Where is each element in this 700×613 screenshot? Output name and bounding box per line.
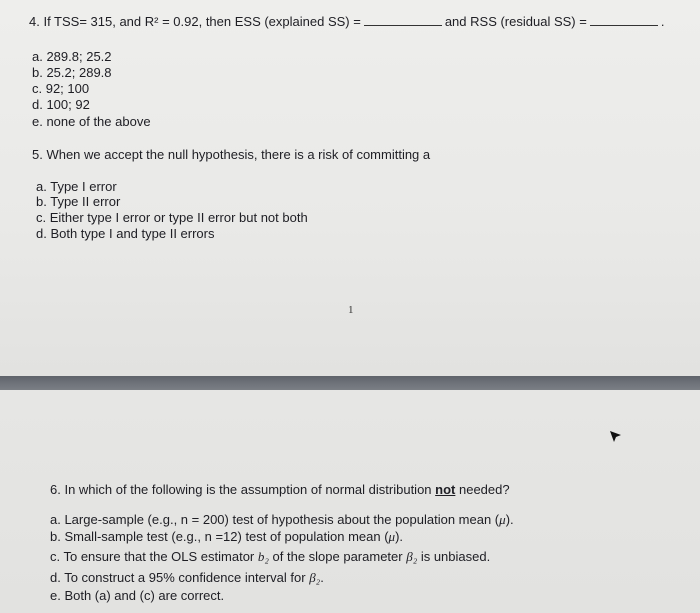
q4-option-d: d. 100; 92 xyxy=(32,97,90,112)
q6-option-c-b2: b₂ xyxy=(257,549,269,564)
q6-option-c-beta2: β₂ xyxy=(406,549,418,564)
q4-option-b: b. 25.2; 289.8 xyxy=(32,65,112,80)
q6-option-a-mu: μ xyxy=(499,512,506,527)
q6-option-c-mid: of the slope parameter xyxy=(268,549,407,564)
q6-option-d-end: . xyxy=(320,570,324,585)
q6-option-b xyxy=(50,529,403,545)
q5-option-c: c. Either type I error or type II error but not both xyxy=(36,210,308,225)
q6-option-c-text: c. To ensure that the OLS estimator xyxy=(50,549,258,564)
q4-stem-end: . xyxy=(660,14,665,29)
q6-stem-post: needed? xyxy=(455,482,510,497)
q5-option-d: d. Both type I and type II errors xyxy=(36,226,215,241)
q4-stem-b: and RSS (residual SS) = xyxy=(444,14,587,29)
q4-option-e: e. none of the above xyxy=(32,114,151,129)
q4-blank-rss xyxy=(590,13,658,26)
q6-option-a-text: a. Large-sample (e.g., n = 200) test of hypothesis about the population mean ( xyxy=(50,512,500,527)
q6-option-e: e. Both (a) and (c) are correct. xyxy=(50,588,225,603)
q6-option-a xyxy=(50,512,514,528)
page-divider xyxy=(0,376,700,390)
q4-option-a: a. 289.8; 25.2 xyxy=(32,49,112,64)
q5-option-b: b. Type II error xyxy=(36,194,121,209)
page-number: 1 xyxy=(348,304,354,316)
q6-stem-emphasis: not xyxy=(435,482,456,497)
q5-option-a: a. Type I error xyxy=(36,179,117,194)
q6-option-b-text: b. Small-sample test (e.g., n =12) test of population mean ( xyxy=(50,529,389,544)
q6-option-d xyxy=(50,570,324,586)
question-6-stem xyxy=(50,482,510,497)
q6-stem-pre: 6. In which of the following is the assumption of normal distribution xyxy=(50,482,436,497)
q4-option-c: c. 92; 100 xyxy=(32,81,90,96)
q6-option-c-end: is unbiased. xyxy=(417,549,491,564)
q6-option-c xyxy=(50,549,490,565)
q6-option-b-end: ). xyxy=(395,529,404,544)
q6-option-d-beta2: β₂ xyxy=(309,570,321,585)
q6-option-b-mu: μ xyxy=(388,529,396,544)
q4-stem-a: 4. If TSS= 315, and R² = 0.92, then ESS (explained SS) = xyxy=(29,14,361,29)
q4-blank-ess xyxy=(364,13,442,26)
q6-option-d-text: d. To construct a 95% confidence interval for xyxy=(50,570,310,585)
mouse-cursor-icon xyxy=(608,429,624,445)
question-4-stem xyxy=(29,13,664,29)
q6-option-a-end: ). xyxy=(505,512,514,527)
question-5-stem: 5. When we accept the null hypothesis, there is a risk of committing a xyxy=(32,147,431,162)
